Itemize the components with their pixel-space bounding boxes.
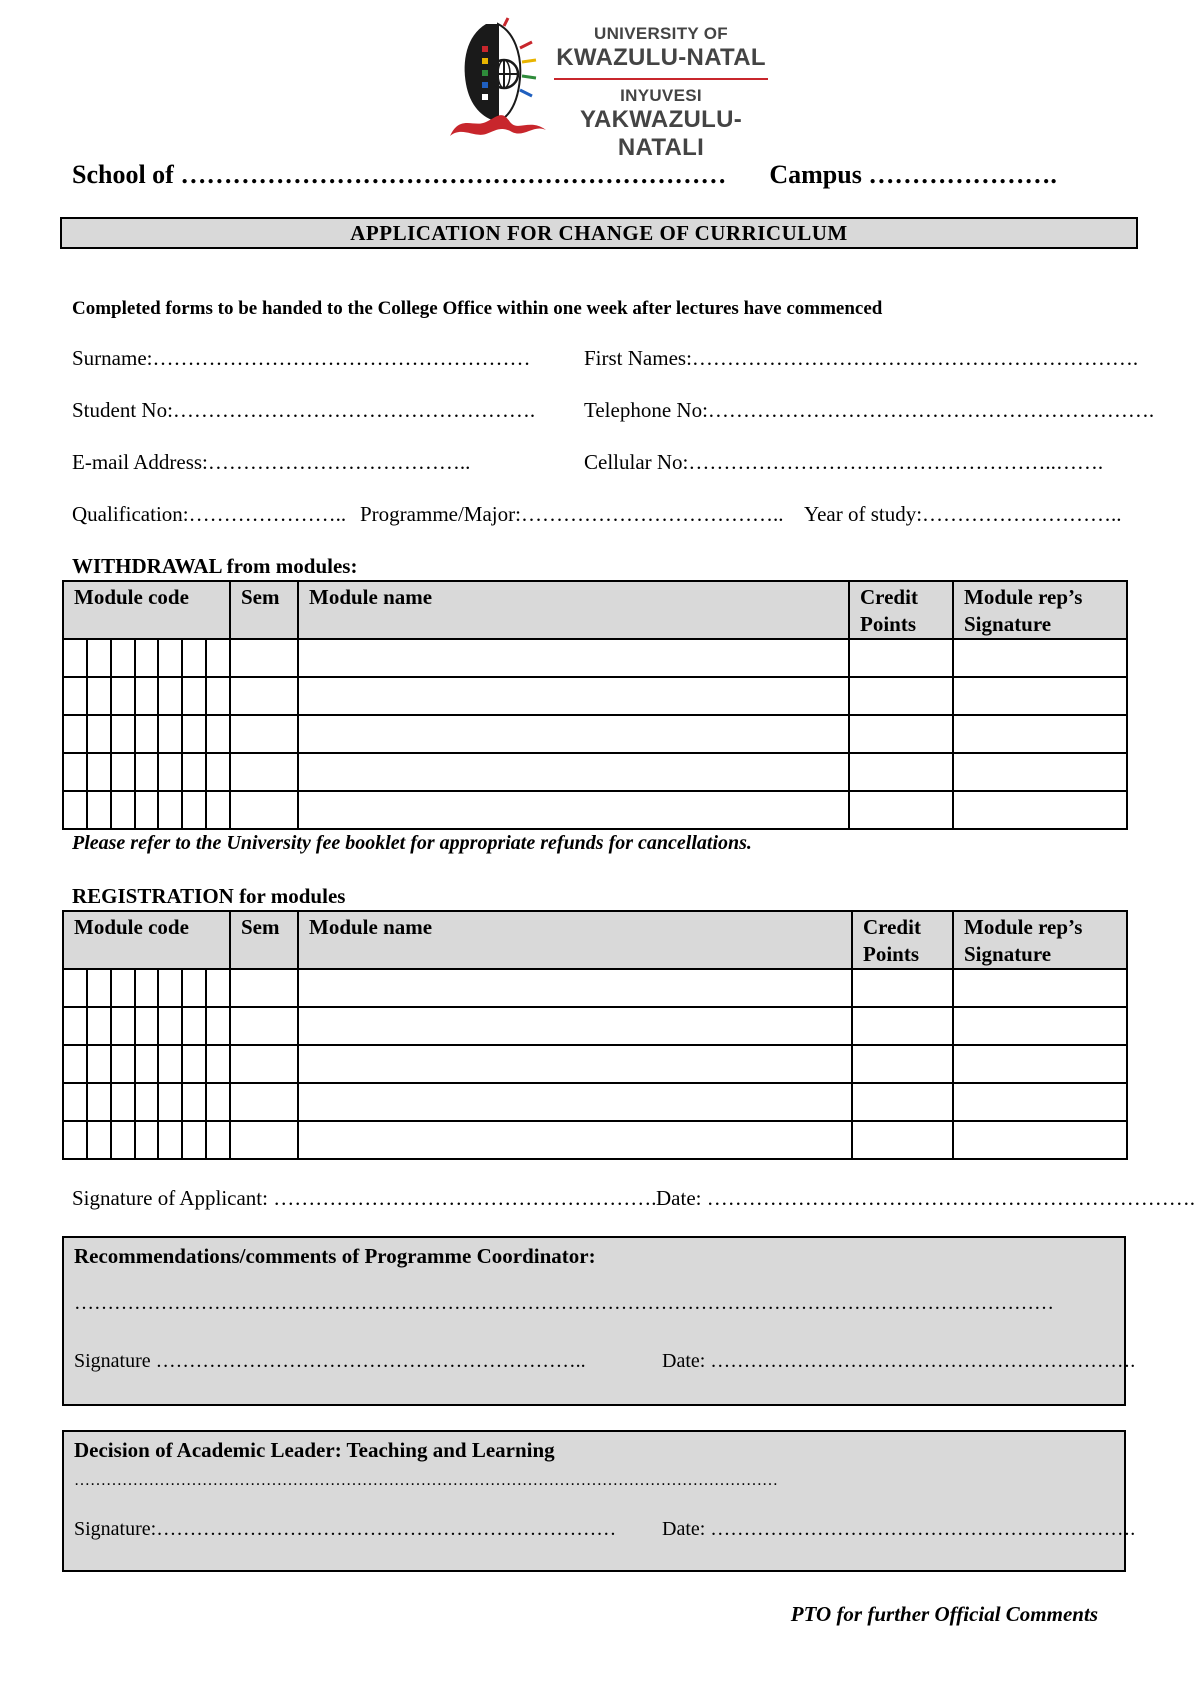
credit-points-cell[interactable] <box>852 1121 953 1159</box>
logo-line-2: KWAZULU-NATAL <box>556 44 766 71</box>
telephone-no-field[interactable]: Telephone No:………………………………………………………. <box>584 398 1155 422</box>
col-sem: Sem <box>230 911 298 969</box>
withdrawal-heading: WITHDRAWAL from modules: <box>72 554 358 578</box>
module-code-cells[interactable] <box>63 1121 230 1159</box>
logo-line-4: YAKWAZULU-NATALI <box>579 106 743 161</box>
signature-cell[interactable] <box>953 753 1127 791</box>
table-row <box>63 639 1127 677</box>
credit-points-cell[interactable] <box>852 1083 953 1121</box>
module-name-cell[interactable] <box>298 1007 852 1045</box>
school-field[interactable]: ……………………………………………………… <box>180 160 727 189</box>
credit-points-cell[interactable] <box>852 1007 953 1045</box>
sem-cell[interactable] <box>230 1083 298 1121</box>
signature-cell[interactable] <box>953 677 1127 715</box>
sem-cell[interactable] <box>230 639 298 677</box>
coordinator-heading: Recommendations/comments of Programme Coordinator: <box>74 1244 596 1268</box>
module-name-cell[interactable] <box>298 1083 852 1121</box>
module-code-cells[interactable] <box>63 753 230 791</box>
coordinator-comments-field[interactable]: ………………………………………………………………………………………………………………………………… <box>74 1292 1054 1314</box>
credit-points-cell[interactable] <box>849 791 953 829</box>
signature-cell[interactable] <box>953 639 1127 677</box>
sem-cell[interactable] <box>230 753 298 791</box>
campus-field[interactable]: …………………. <box>868 160 1057 189</box>
table-row <box>63 715 1127 753</box>
logo-line-3: INYUVESI <box>620 86 702 105</box>
coordinator-box <box>62 1236 1136 1406</box>
university-logo <box>448 18 770 161</box>
table-row <box>63 1121 1127 1159</box>
registration-table <box>62 910 1128 1160</box>
email-field[interactable]: E-mail Address:……………………………….. <box>72 450 471 474</box>
col-module-code: Module code <box>63 911 230 969</box>
sem-cell[interactable] <box>230 1045 298 1083</box>
col-module-code: Module code <box>63 581 230 639</box>
col-sem: Sem <box>230 581 298 639</box>
cellular-no-field[interactable]: Cellular No:……………………………………………..……. <box>584 450 1104 474</box>
first-names-field[interactable]: First Names:………………………………………………………. <box>584 346 1139 370</box>
campus-label: Campus <box>769 160 862 189</box>
module-code-cells[interactable] <box>63 1045 230 1083</box>
table-row <box>63 1007 1127 1045</box>
registration-heading: REGISTRATION for modules <box>72 884 346 908</box>
table-row <box>63 1045 1127 1083</box>
sem-cell[interactable] <box>230 791 298 829</box>
school-label: School of <box>72 160 174 189</box>
module-code-cells[interactable] <box>63 1007 230 1045</box>
credit-points-cell[interactable] <box>849 715 953 753</box>
university-crest-icon <box>448 18 552 142</box>
sem-cell[interactable] <box>230 1121 298 1159</box>
coordinator-date-field[interactable]: Date: ………………………………………………………. <box>662 1350 1136 1372</box>
sem-cell[interactable] <box>230 1007 298 1045</box>
surname-field[interactable]: Surname:……………………………………………… <box>72 346 531 370</box>
programme-field[interactable]: Programme/Major:……………………………….. <box>360 502 784 526</box>
year-of-study-field[interactable]: Year of study:……………………….. <box>804 502 1122 526</box>
module-name-cell[interactable] <box>298 1045 852 1083</box>
credit-points-cell[interactable] <box>852 969 953 1007</box>
form-title: APPLICATION FOR CHANGE OF CURRICULUM <box>60 217 1138 249</box>
module-name-cell[interactable] <box>298 1121 852 1159</box>
sem-cell[interactable] <box>230 969 298 1007</box>
applicant-signature-field[interactable]: Signature of Applicant: ………………………………………………. <box>72 1186 657 1210</box>
module-code-cells[interactable] <box>63 639 230 677</box>
module-code-cells[interactable] <box>63 1083 230 1121</box>
module-name-cell[interactable] <box>298 639 849 677</box>
col-module-rep-signature: Module rep’s Signature <box>953 581 1127 639</box>
col-credit-points: Credit Points <box>852 911 953 969</box>
module-name-cell[interactable] <box>298 677 849 715</box>
academic-leader-box <box>62 1430 1136 1572</box>
module-code-cells[interactable] <box>63 715 230 753</box>
signature-cell[interactable] <box>953 1083 1127 1121</box>
sem-cell[interactable] <box>230 715 298 753</box>
module-code-cells[interactable] <box>63 969 230 1007</box>
qualification-field[interactable]: Qualification:………………….. <box>72 502 347 526</box>
academic-leader-date-field[interactable]: Date: ………………………………………………………. <box>662 1518 1136 1540</box>
signature-cell[interactable] <box>953 791 1127 829</box>
module-name-cell[interactable] <box>298 969 852 1007</box>
table-row <box>63 969 1127 1007</box>
signature-cell[interactable] <box>953 715 1127 753</box>
module-code-cells[interactable] <box>63 677 230 715</box>
col-module-name: Module name <box>298 911 852 969</box>
credit-points-cell[interactable] <box>849 677 953 715</box>
instruction-note: Completed forms to be handed to the College Office within one week after lectures have commenced <box>72 298 883 319</box>
signature-cell[interactable] <box>953 1007 1127 1045</box>
pto-note: PTO for further Official Comments <box>790 1602 1098 1626</box>
applicant-date-field[interactable]: Date: ……………………………………………………………. <box>656 1186 1195 1210</box>
signature-cell[interactable] <box>953 969 1127 1007</box>
academic-leader-signature-field[interactable]: Signature:…………………………………………………………… <box>74 1518 617 1540</box>
student-no-field[interactable]: Student No:……………………………………………. <box>72 398 536 422</box>
logo-divider <box>554 78 768 80</box>
credit-points-cell[interactable] <box>852 1045 953 1083</box>
sem-cell[interactable] <box>230 677 298 715</box>
academic-leader-comments-field[interactable]: …………………………………………………………………………………………………………………… <box>74 1472 778 1489</box>
col-module-rep-signature: Module rep’s Signature <box>953 911 1127 969</box>
module-name-cell[interactable] <box>298 791 849 829</box>
table-row <box>63 1083 1127 1121</box>
withdrawal-table <box>62 580 1128 830</box>
credit-points-cell[interactable] <box>849 753 953 791</box>
col-module-name: Module name <box>298 581 849 639</box>
coordinator-signature-field[interactable]: Signature ……………………………………………………….. <box>74 1350 586 1372</box>
table-row <box>63 753 1127 791</box>
logo-line-1: UNIVERSITY OF <box>594 24 728 43</box>
table-row <box>63 677 1127 715</box>
module-code-cells[interactable] <box>63 791 230 829</box>
module-name-cell[interactable] <box>298 753 849 791</box>
credit-points-cell[interactable] <box>849 639 953 677</box>
school-campus-line <box>72 160 1140 194</box>
academic-leader-heading: Decision of Academic Leader: Teaching and Learning <box>74 1438 555 1462</box>
signature-cell[interactable] <box>953 1045 1127 1083</box>
refund-note: Please refer to the University fee booklet for appropriate refunds for cancellations. <box>72 832 752 854</box>
module-name-cell[interactable] <box>298 715 849 753</box>
signature-cell[interactable] <box>953 1121 1127 1159</box>
table-row <box>63 791 1127 829</box>
col-credit-points: Credit Points <box>849 581 953 639</box>
